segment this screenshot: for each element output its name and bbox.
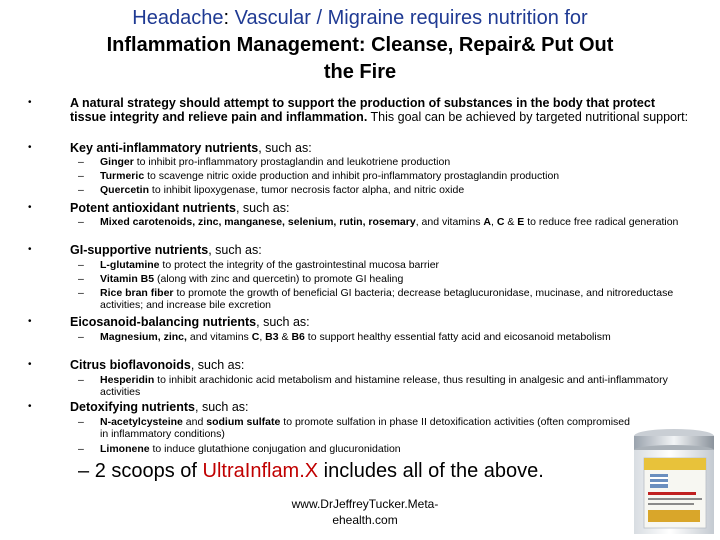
summary-line <box>78 458 544 484</box>
sub-dash: – <box>78 287 84 299</box>
title-requires: requires nutrition for <box>404 7 588 29</box>
sub-dash: – <box>78 331 84 343</box>
sep: , <box>259 331 266 343</box>
sub-bold: Turmeric <box>100 170 145 182</box>
sub-bold: N-acetylcysteine <box>100 416 183 428</box>
sub-dash: – <box>78 170 84 182</box>
sub-bold-2: sodium sulfate <box>206 416 281 428</box>
footer-url <box>270 496 460 528</box>
summary-post: includes all of the above. <box>318 460 544 482</box>
bullet-bold: A natural strategy should attempt to support the production of substances in the body that protect tissue integrity and relieve pain and inflammation. <box>70 96 655 124</box>
vitamin-c: C <box>251 331 260 343</box>
sub-bold: Quercetin <box>100 184 150 196</box>
sub-bold: Hesperidin <box>100 374 155 386</box>
vitamin-c: C <box>496 216 505 228</box>
title-headache: Headache <box>132 7 224 29</box>
sub-rest: to scavenge nitric oxide production and inhibit pro-inflammatory prostaglandin production <box>144 170 560 182</box>
bullet-dot: • <box>28 401 32 412</box>
vitamin-a: A <box>483 216 491 228</box>
bullet-dot: • <box>28 202 32 213</box>
summary-pre: 2 scoops of <box>94 460 203 482</box>
bullet-dot: • <box>28 142 32 153</box>
bullet-rest: , such as: <box>235 201 290 215</box>
bullet-bold: Potent antioxidant nutrients <box>70 201 236 215</box>
bullet-bold: Key anti-inflammatory nutrients <box>70 141 259 155</box>
footer-line1: www.DrJeffreyTucker.Meta- <box>291 497 439 511</box>
sub-rest: to promote the growth of beneficial GI bacteria; decrease betaglucuronidase, mucinase, and nitroreductase activities; and increase bile excretion <box>100 287 674 311</box>
sub-bold: Ginger <box>100 156 134 168</box>
bullet-dot: • <box>28 359 32 370</box>
title-colon: : <box>223 7 235 29</box>
sub-bold: Mixed carotenoids, zinc, manganese, selenium, rutin, rosemary <box>100 216 416 228</box>
sub-rest: to inhibit lipoxygenase, tumor necrosis factor alpha, and nitric oxide <box>149 184 465 196</box>
vitamin-e: E <box>517 216 525 228</box>
bullet-dot: • <box>28 316 32 327</box>
footer-line2: ehealth.com <box>332 513 398 527</box>
sub-bold: Limonene <box>100 443 150 455</box>
sub-mid: and vitamins <box>186 331 252 343</box>
bullet-rest: , such as: <box>195 400 249 414</box>
sub-rest: to reduce free radical generation <box>524 216 679 228</box>
sub-rest: to promote sulfation in phase II detoxification activities (often compromised in inflammatory conditions) <box>100 416 630 440</box>
sub-bold: Vitamin B5 <box>100 273 155 285</box>
slide-title <box>20 5 700 86</box>
sub-dash: – <box>78 443 84 455</box>
title-line3: the Fire <box>323 61 397 83</box>
sub-dash: – <box>78 416 84 428</box>
sub-bold: Magnesium, zinc, <box>100 331 187 343</box>
bullet-rest: , such as: <box>208 243 262 257</box>
amp: & <box>278 331 292 343</box>
amp: & <box>504 216 518 228</box>
summary-brand: UltraInflam.X <box>202 460 319 482</box>
sub-mid: and <box>182 416 207 428</box>
sub-rest: to protect the integrity of the gastrointestinal mucosa barrier <box>159 259 440 271</box>
sub-dash: – <box>78 259 84 271</box>
sub-mid: , and vitamins <box>415 216 484 228</box>
sub-dash: – <box>78 216 84 228</box>
title-line2: Inflammation Management: Cleanse, Repair& Put Out <box>106 34 614 56</box>
product-bottle-image <box>630 428 716 536</box>
vitamin-b3: B3 <box>265 331 279 343</box>
sub-dash: – <box>78 156 84 168</box>
bullet-rest: This goal can be achieved by targeted nutritional support: <box>367 110 689 124</box>
bullet-bold: Detoxifying nutrients <box>70 400 196 414</box>
title-vascular: Vascular / Migraine <box>234 7 405 29</box>
vitamin-b6: B6 <box>291 331 305 343</box>
bullet-rest: , such as: <box>256 315 310 329</box>
bullet-rest: , such as: <box>190 358 245 372</box>
sub-rest: to inhibit pro-inflammatory prostaglandin and leukotriene production <box>133 156 451 168</box>
sub-rest: (along with zinc and quercetin) to promote GI healing <box>154 273 404 285</box>
sub-rest: to support healthy essential fatty acid and eicosanoid metabolism <box>304 331 611 343</box>
bullet-dot: • <box>28 244 32 255</box>
sub-rest: to induce glutathione conjugation and glucuronidation <box>149 443 401 455</box>
sub-rest: to inhibit arachidonic acid metabolism and histamine release, thus resulting in analgesic and anti-inflammatory activities <box>100 374 668 398</box>
sub-bold: Rice bran fiber <box>100 287 174 299</box>
bullet-rest: , such as: <box>258 141 312 155</box>
sub-dash: – <box>78 374 84 386</box>
bullet-dot: • <box>28 97 32 108</box>
sub-dash: – <box>78 184 84 196</box>
bullet-bold: GI-supportive nutrients <box>70 243 209 257</box>
bullet-bold: Citrus bioflavonoids <box>70 358 191 372</box>
sub-dash: – <box>78 273 84 285</box>
bullet-bold: Eicosanoid-balancing nutrients <box>70 315 257 329</box>
sub-bold: L-glutamine <box>100 259 160 271</box>
summary-dash: – <box>78 460 90 482</box>
